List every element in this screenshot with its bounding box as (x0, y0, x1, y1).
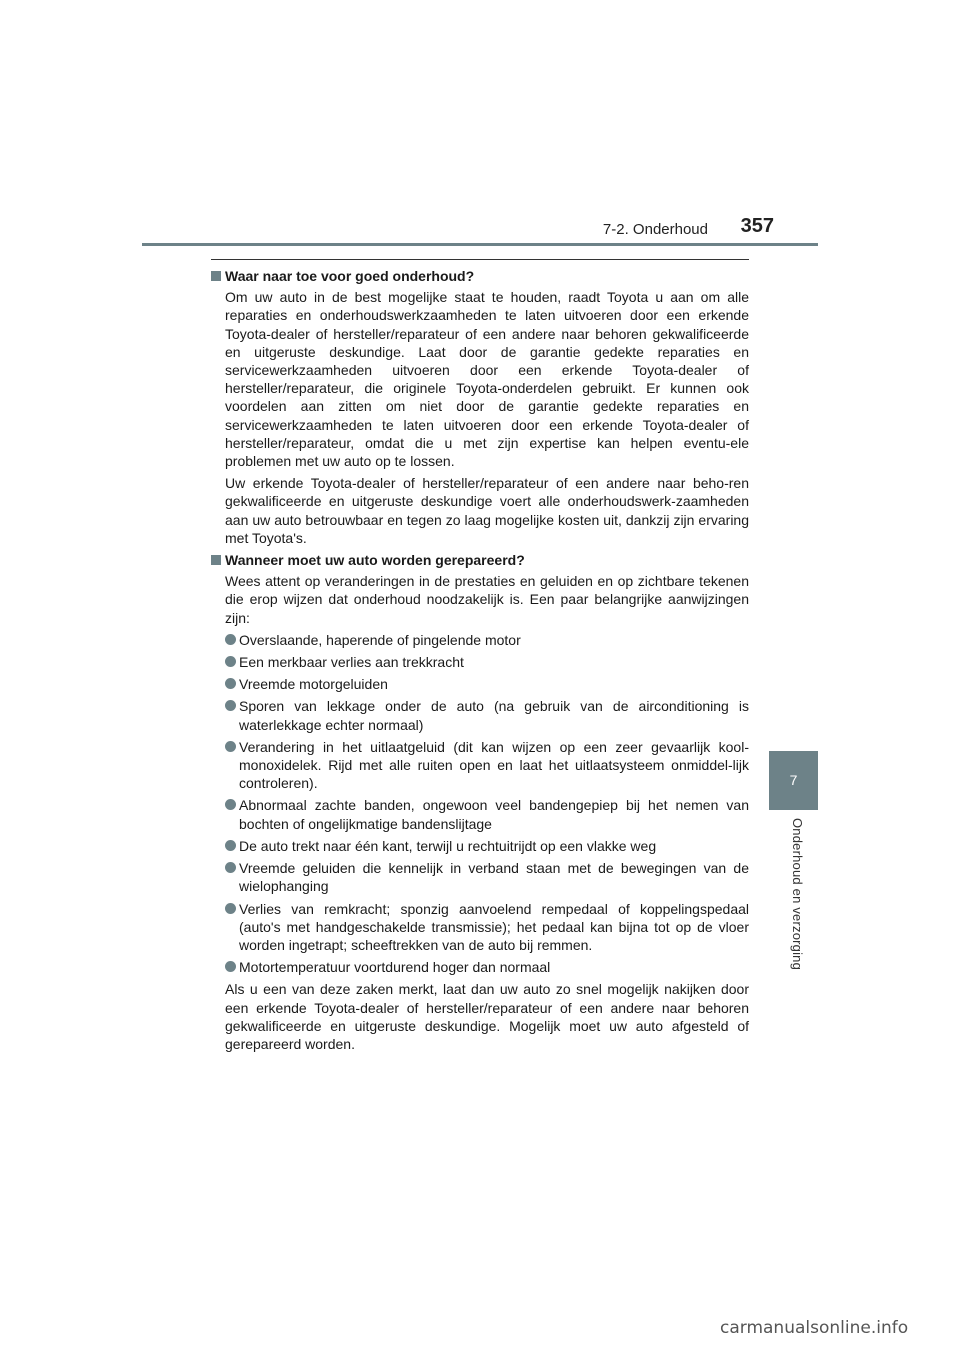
list-item (225, 738, 749, 793)
list-item (225, 697, 749, 733)
section-heading (211, 551, 749, 569)
content-top-rule (211, 259, 749, 260)
circle-bullet-icon (225, 961, 236, 972)
list-item (225, 675, 749, 693)
list-item-text: Vreemde geluiden die kennelijk in verband staan met de bewegingen van de wielophanging (239, 860, 749, 895)
list-item (225, 631, 749, 649)
circle-bullet-icon (225, 741, 236, 752)
list-item (225, 796, 749, 832)
list-item-text: Verlies van remkracht; sponzig aanvoelend rempedaal of koppelingspedaal (auto's met handgeschakelde transmissie); het pedaal kan bijna tot op de vloer worden ingetrapt; scheeftrekken van de auto bij remmen. (239, 900, 749, 953)
body-paragraph: Om uw auto in de best mogelijke staat te houden, raadt Toyota u aan om alle reparaties en onderhoudswerkzaamheden te laten uitvoeren door een erkende Toyota-dealer of hersteller/reparateur of een andere naar behoren gekwalificeerde en uitgeruste deskundige. Laat door de garantie gedekte reparaties en servicewerkzaamheden uitvoeren door een erkende Toyota-dealer of hersteller/reparateur, die originele Toyota-onderdelen gebruikt. Er kunnen ook voordelen aan zitten om niet door de garantie gedekte reparaties en servicewerkzaamheden te laten uitvoeren door een erkende Toyota-dealer of hersteller/reparateur, omdat die u met zijn expertise kan helpen eventu-ele problemen met uw auto op te lossen. (225, 289, 749, 470)
list-item-text: Verandering in het uitlaatgeluid (dit kan wijzen op een zeer gevaarlijk kool-monoxidelek. Rijd met alle ruiten open en laat het uitlaatsysteem onmiddel-lijk controleren). (239, 738, 749, 792)
circle-bullet-icon (225, 840, 236, 851)
square-bullet-icon (211, 271, 221, 281)
list-item-text: Vreemde motorgeluiden (239, 676, 388, 693)
circle-bullet-icon (225, 700, 236, 711)
list-item (225, 958, 749, 976)
square-bullet-icon (211, 555, 221, 565)
page-content (211, 267, 749, 1057)
header-rule (142, 243, 818, 246)
body-paragraph: Als u een van deze zaken merkt, laat dan uw auto zo snel mogelijk nakijken door een erkende Toyota-dealer of hersteller/reparateur of een andere naar behoren gekwalificeerde en uitgeruste deskundige. Mogelijk moet uw auto afgesteld of gerepareerd worden. (225, 981, 749, 1052)
watermark: carmanualsonline.info (720, 1318, 909, 1338)
body-paragraph: Uw erkende Toyota-dealer of hersteller/reparateur of een andere naar beho-ren gekwalificeerde en uitgeruste deskundige voert alle onderhoudswerk-zaamheden aan uw auto betrouwbaar en tegen zo laag mogelijke kosten uit, dankzij zijn ervaring met Toyota's. (225, 475, 749, 546)
section-heading (211, 267, 749, 285)
section-heading-text: Waar naar toe voor goed onderhoud? (225, 268, 475, 284)
list-item (225, 837, 749, 855)
page-number: 357 (740, 215, 774, 237)
circle-bullet-icon (225, 862, 236, 873)
list-item-text: Overslaande, haperende of pingelende motor (239, 631, 521, 648)
circle-bullet-icon (225, 903, 236, 914)
circle-bullet-icon (225, 678, 236, 689)
list-item-text: De auto trekt naar één kant, terwijl u rechtuitrijdt op een vlakke weg (239, 837, 657, 854)
list-item-text: Abnormaal zachte banden, ongewoon veel bandengepiep bij het nemen van bochten of ongelijkmatige bandenslijtage (239, 797, 749, 832)
running-header-section: 7-2. Onderhoud (602, 221, 708, 238)
chapter-tab[interactable]: 7 (769, 751, 818, 810)
list-item-text: Een merkbaar verlies aan trekkracht (239, 654, 464, 671)
circle-bullet-icon (225, 799, 236, 810)
circle-bullet-icon (225, 634, 236, 645)
section-heading-text: Wanneer moet uw auto worden gerepareerd? (225, 552, 525, 569)
chapter-tab-label: Onderhoud en verzorging (790, 818, 805, 971)
list-item (225, 900, 749, 955)
list-item-text: Sporen van lekkage onder de auto (na gebruik van de airconditioning is waterlekkage echter normaal) (239, 698, 749, 733)
list-item-text: Motortemperatuur voortdurend hoger dan normaal (239, 959, 551, 976)
list-item (225, 859, 749, 895)
circle-bullet-icon (225, 656, 236, 667)
body-paragraph: Wees attent op veranderingen in de prestaties en geluiden en op zichtbare tekenen die erop wijzen dat onderhoud noodzakelijk is. Een paar belangrijke aanwijzingen zijn: (225, 573, 749, 626)
list-item (225, 653, 749, 671)
